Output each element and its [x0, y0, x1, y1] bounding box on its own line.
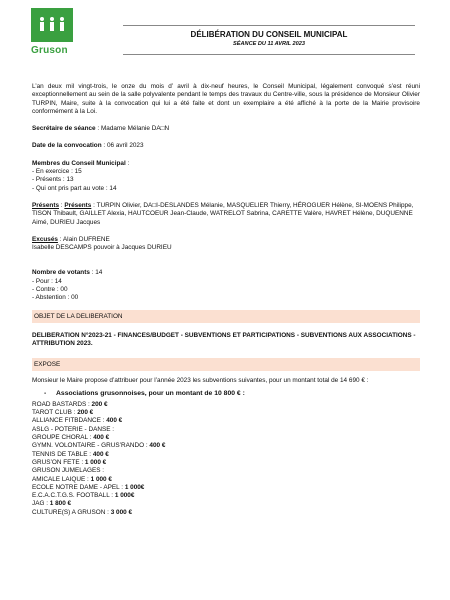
subsidy-amount: 1 000€ [114, 492, 135, 500]
members-count-line: - Présents : 13 [32, 176, 74, 184]
secretary-label: Secrétaire de séance [32, 125, 96, 133]
subsidy-name: ASLG - POTERIE - DANSE : [32, 425, 115, 433]
excuses-line [32, 236, 420, 244]
subsidy-name: TENNIS DE TABLE : [32, 450, 93, 458]
subsidy-amount: 400 € [106, 417, 123, 425]
figure-icon [49, 17, 55, 31]
document-body [32, 83, 420, 517]
subsidy-item [32, 467, 420, 475]
subsidy-item [32, 500, 420, 508]
subsidy-amount: 200 € [91, 400, 108, 408]
subsidy-name: CULTURE(S) A GRUSON : [32, 508, 111, 516]
subsidy-item [32, 417, 420, 425]
subsidy-amount: 1 000 € [84, 458, 107, 466]
excuses-label: Excusés [32, 235, 58, 243]
session-date: SÉANCE DU 11 AVRIL 2023 [233, 41, 305, 47]
secretary-line [32, 125, 420, 133]
members-count-line: - Qui ont pris part au vote : 14 [32, 184, 117, 192]
members-heading [32, 160, 420, 168]
presents-paragraph: Présents : Présents : TURPIN Olivier, DA□I-DESLANDES Mélanie, MASQUELIER Thierry, HÉROGUER Hélène, SI-MOENS Philippe, TISON Thibault, GAILLET Alexia, HAUTCOEUR Jean-Claude, WATRELOT Sabrina, CARETTE Valère, HAVRET Hélène, DUQUENNE Aimé, DURIEU Jacques [32, 201, 414, 226]
vote-count-line: - Pour : 14 [32, 277, 62, 285]
votants-line [32, 269, 420, 277]
members-label: Membres du Conseil Municipal [32, 159, 126, 167]
subsidy-amount: 3 000 € [110, 508, 133, 516]
vote-count-line: - Abstention : 00 [32, 294, 79, 302]
subsidy-name: GRUS’ON FETE : [32, 458, 85, 466]
bullet-dash: - [44, 389, 47, 397]
vote-count-line: - Contre : 00 [32, 286, 68, 294]
subsidy-item [32, 459, 420, 467]
expose-section-bar: EXPOSE [32, 358, 420, 371]
figure-icon [39, 17, 45, 31]
convocation-label: Date de la convocation [32, 142, 102, 150]
subsidy-name: ECOLE NOTRE DAME - APEL : [32, 483, 125, 491]
deliberation-title: DELIBERATION N°2023-21 - FINANCES/BUDGET - SUBVENTIONS ET PARTICIPATIONS - SUBVENTIONS AUX ASSOCIATIONS -ATTRIBUTION 2023. [32, 331, 416, 347]
secretary-value: : Madame Mélanie DA□N [97, 125, 170, 133]
subsidy-amount: 400 € [93, 434, 110, 442]
subsidy-amount: 400 € [92, 450, 109, 458]
figure-icon [59, 17, 65, 31]
subsidy-item [32, 409, 420, 417]
subsidy-list [32, 401, 420, 517]
presents-label: Présents [32, 201, 59, 209]
members-suffix: : [125, 159, 130, 167]
subsidy-amount: 1 000 € [90, 475, 112, 483]
subsidy-name: GRUSON JUMELAGES : [32, 467, 105, 475]
presents-list: TURPIN Olivier, DA□I-DESLANDES Mélanie, MASQUELIER Thierry, HÉROGUER Hélène, SI-MOENS Philippe, TISON Thibault, GAILLET Alexia, HAUTCOEUR Jean-Claude, WATRELOT Sabrina, CARETTE Valère, HAVRET Hélène, DUQUENNE Aimé, DURIEU Jacques [32, 201, 414, 226]
subsidy-name: TAROT CLUB : [32, 409, 78, 417]
subsidy-item [32, 451, 420, 459]
convocation-line [32, 142, 420, 150]
logo-text: Gruson [31, 45, 68, 56]
subsidy-item [32, 476, 420, 484]
subsidy-amount: 200 € [77, 409, 94, 417]
subsidy-name: E.C.A.C.T.G.S. FOOTBALL : [32, 492, 115, 500]
subsidy-name: ROAD BASTARDS : [32, 400, 92, 408]
subsidy-name: AMICALE LAIQUE : [32, 475, 91, 483]
associations-heading [32, 390, 420, 398]
intro-paragraph: L’an deux mil vingt-trois, le onze du mois d’ avril à dix-neuf heures, le Conseil Municipal, légalement convoqué s’est réuni exceptionnellement au sein de la salle polyvalente pendant le temps des travaux du Centre-ville, sous la présidence de Monsieur Olivier TURPIN, Maire, suite à la convocation qui lui a été faite et dont un exemplaire a été affiché à la porte de la Mairie provisoire conformément à la Loi. [32, 83, 420, 115]
subsidy-name: GROUPE CHORAL : [32, 434, 94, 442]
subsidy-item [32, 484, 420, 492]
subsidy-amount: 1 800 € [49, 500, 72, 508]
members-count-line: - En exercice : 15 [32, 168, 82, 176]
logo-emblem [31, 8, 73, 42]
subsidy-name: GYMN. VOLONTAIRE - GRUS’RANDO : [32, 442, 150, 450]
subsidy-amount: 400 € [149, 442, 166, 450]
document-title: DÉLIBÉRATION DU CONSEIL MUNICIPAL [190, 30, 348, 39]
subsidy-amount: 1 000€ [124, 483, 145, 491]
gruson-logo [31, 8, 73, 56]
subsidy-item [32, 401, 420, 409]
votants-label: Nombre de votants [32, 269, 90, 277]
document-header [123, 25, 415, 55]
excuses-proxy-line: Isabelle DESCAMPS pouvoir à Jacques DURIEU [32, 244, 172, 252]
convocation-value: : 06 avril 2023 [103, 142, 144, 150]
subsidy-name: ALLIANCE FITBDANCE : [32, 417, 107, 425]
subsidy-name: JAG : [32, 500, 50, 508]
objet-section-bar: OBJET DE LA DELIBERATION [32, 310, 420, 323]
votants-value: : 14 [91, 269, 103, 277]
subsidy-item [32, 492, 420, 500]
associations-heading-text: Associations grusonnoises, pour un montant de 10 800 € : [56, 389, 245, 397]
subsidy-item [32, 426, 420, 434]
presents-label-2: Présents [64, 201, 92, 209]
expose-paragraph: Monsieur le Maire propose d’attribuer pour l’année 2023 les subventions suivantes, pour un montant total de 14 690 € : [32, 377, 369, 385]
subsidy-item [32, 509, 420, 517]
excuses-value: : Alain DUFRENE [59, 235, 110, 243]
subsidy-item [32, 442, 420, 450]
subsidy-item [32, 434, 420, 442]
